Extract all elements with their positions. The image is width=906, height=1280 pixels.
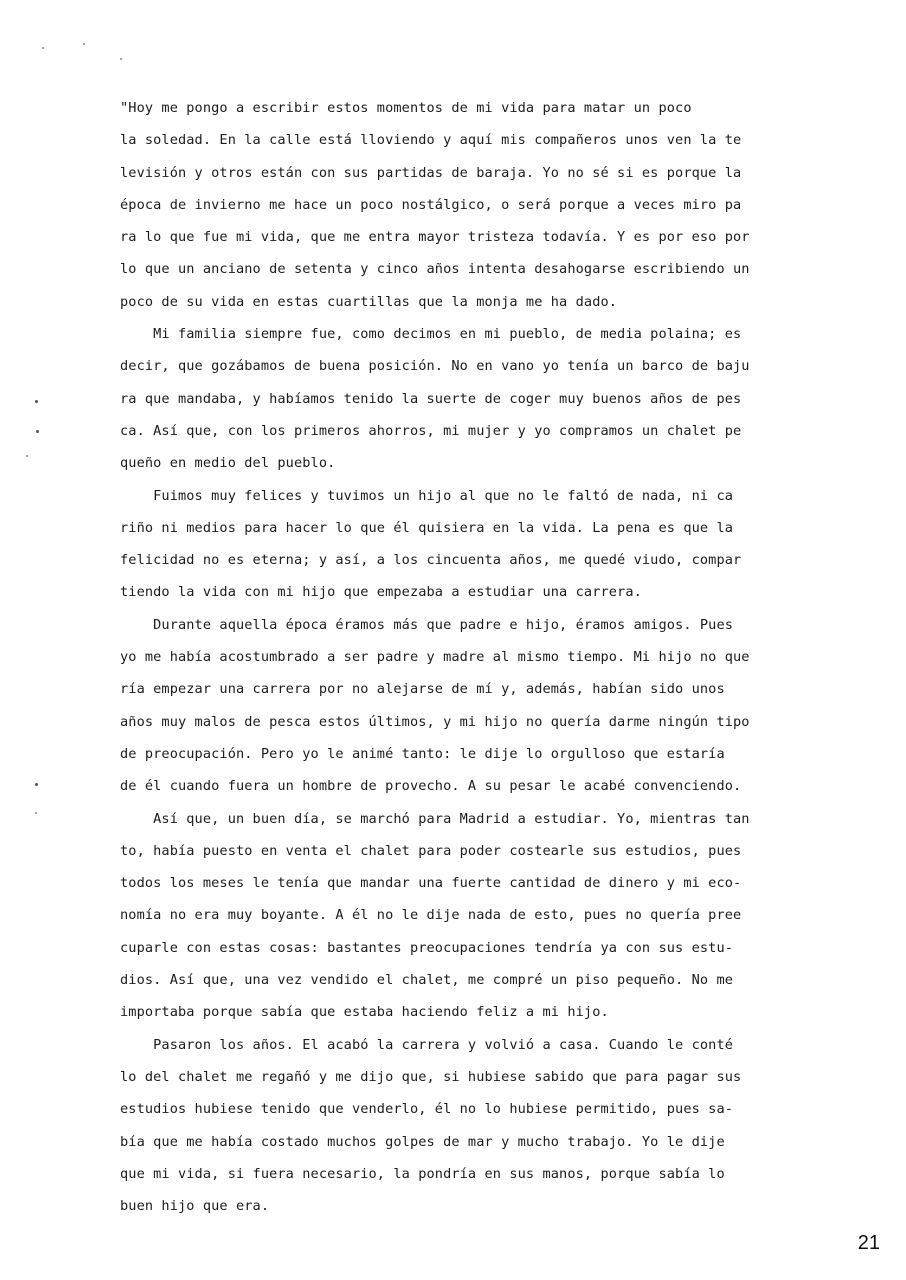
- text-line: ra lo que fue mi vida, que me entra mayor tristeza todavía. Y es por eso por: [120, 229, 750, 246]
- text-line: poco de su vida en estas cuartillas que la monja me ha dado.: [120, 293, 618, 310]
- text-line: época de invierno me hace un poco nostálgico, o será porque a veces miro pa: [120, 196, 742, 213]
- text-line: felicidad no es eterna; y así, a los cincuenta años, me quedé viudo, compar: [120, 552, 742, 569]
- scan-speck: [83, 43, 85, 45]
- text-line: to, había puesto en venta el chalet para poder costearle sus estudios, pues: [120, 842, 742, 859]
- text-line: ría empezar una carrera por no alejarse de mí y, además, habían sido unos: [120, 681, 725, 698]
- text-line: Así que, un buen día, se marchó para Madrid a estudiar. Yo, mientras tan: [120, 810, 750, 827]
- text-line: Durante aquella época éramos más que padre e hijo, éramos amigos. Pues: [120, 616, 734, 633]
- text-line: importaba porque sabía que estaba haciendo feliz a mi hijo.: [120, 1004, 609, 1021]
- text-line: tiendo la vida con mi hijo que empezaba a estudiar una carrera.: [120, 584, 642, 601]
- page-number: 21: [857, 1232, 880, 1254]
- text-line: años muy malos de pesca estos últimos, y mi hijo no quería darme ningún tipo: [120, 713, 750, 730]
- text-line: levisión y otros están con sus partidas de baraja. Yo no sé si es porque la: [120, 164, 742, 181]
- scan-speck: [35, 812, 37, 814]
- scan-speck: [42, 47, 44, 49]
- text-line: bía que me había costado muchos golpes de mar y mucho trabajo. Yo le dije: [120, 1133, 725, 1150]
- text-line: riño ni medios para hacer lo que él quisiera en la vida. La pena es que la: [120, 519, 734, 536]
- text-line: yo me había acostumbrado a ser padre y madre al mismo tiempo. Mi hijo no que: [120, 649, 750, 666]
- scan-speck: [120, 58, 122, 60]
- text-line: Pasaron los años. El acabó la carrera y volvió a casa. Cuando le conté: [120, 1036, 734, 1053]
- text-line: cuparle con estas cosas: bastantes preocupaciones tendría ya con sus estu-: [120, 939, 734, 956]
- scan-speck: [26, 455, 28, 457]
- text-line: ra que mandaba, y habíamos tenido la suerte de coger muy buenos años de pes: [120, 390, 742, 407]
- text-line: que mi vida, si fuera necesario, la pondría en sus manos, porque sabía lo: [120, 1165, 725, 1182]
- text-line: ca. Así que, con los primeros ahorros, mi mujer y yo compramos un chalet pe: [120, 422, 742, 439]
- scan-speck: [35, 783, 38, 786]
- body-text: [120, 92, 855, 1222]
- text-line: de él cuando fuera un hombre de provecho. A su pesar le acabé convenciendo.: [120, 778, 742, 795]
- text-line: lo del chalet me regañó y me dijo que, si hubiese sabido que para pagar sus: [120, 1068, 742, 1085]
- text-line: Fuimos muy felices y tuvimos un hijo al que no le faltó de nada, ni ca: [120, 487, 734, 504]
- text-line: de preocupación. Pero yo le animé tanto: le dije lo orgulloso que estaría: [120, 745, 725, 762]
- text-line: Mi familia siempre fue, como decimos en mi pueblo, de media polaina; es: [120, 326, 742, 343]
- text-line: "Hoy me pongo a escribir estos momentos de mi vida para matar un poco: [120, 100, 692, 116]
- text-line: estudios hubiese tenido que venderlo, él no lo hubiese permitido, pues sa-: [120, 1101, 734, 1118]
- text-line: nomía no era muy boyante. A él no le dije nada de esto, pues no quería pree: [120, 907, 742, 924]
- text-line: decir, que gozábamos de buena posición. No en vano yo tenía un barco de baju: [120, 358, 750, 375]
- text-line: queño en medio del pueblo.: [120, 455, 336, 472]
- text-line: dios. Así que, una vez vendido el chalet, me compré un piso pequeño. No me: [120, 972, 734, 989]
- text-line: buen hijo que era.: [120, 1198, 270, 1215]
- scan-speck: [35, 400, 38, 403]
- text-line: todos los meses le tenía que mandar una fuerte cantidad de dinero y mi eco-: [120, 875, 742, 892]
- text-line: lo que un anciano de setenta y cinco años intenta desahogarse escribiendo un: [120, 261, 750, 278]
- text-line: la soledad. En la calle está lloviendo y aquí mis compañeros unos ven la te: [120, 132, 742, 149]
- scan-speck: [36, 430, 39, 433]
